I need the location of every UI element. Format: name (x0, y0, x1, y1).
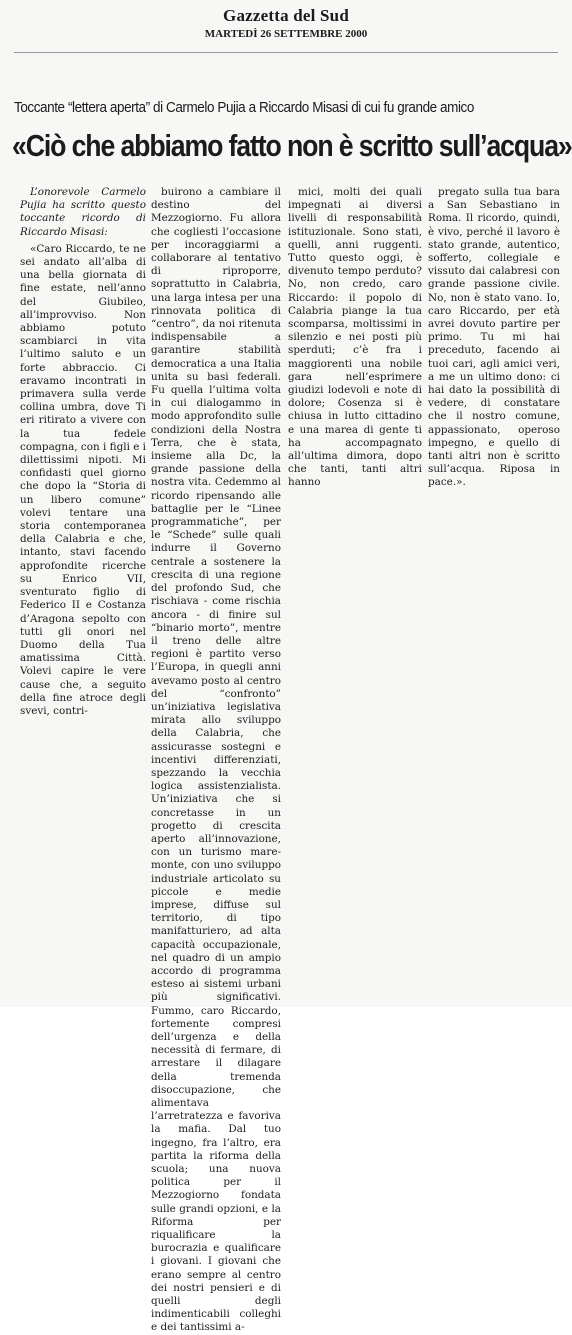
article-kicker: Toccante “lettera aperta” di Carmelo Pujia a Riccardo Misasi di cui fu grande amico (14, 100, 474, 116)
article-column-3 (288, 186, 422, 489)
column-4-text: pregato sulla tua bara a San Sebastiano in Roma. Il ricordo, quindi, è vivo, perché il lavoro è stato grande, autentico, sofferto, collegiale e vissuto dai calabresi con grande passione civile. No, non è stato vano. Io, caro Riccardo, per età avrei dovuto partire per primo. Tu mi hai preceduto, facendo ai tuoi cari, agli amici veri, a me un ultimo dono: ci hai dato la possibilità di vedere, di constatare che il nostro comune, appassionato, operoso impegno, e quello di tanti altri non è scritto sull’acqua. Riposa in pace.». (428, 186, 560, 489)
column-2-text: buirono a cambiare il destino del Mezzogiorno. Fu allora che cogliesti l’occasione per incoraggiarmi a collaborare al tentativo di riproporre, soprattutto in Calabria, una larga intesa per una rinnovata politica di “centro”, da noi ritenuta indispensabile a garantire stabilità democratica a una Italia unita su basi federali. Fu quella l’ultima volta in cui dialogammo in modo approfondito sulle condizioni della Nostra Terra, che è stata, insieme alla Dc, la grande passione della nostra vita. Cedemmo al ricordo ripensando alle battaglie per le “Linee programmatiche”, per le “Schede” sulle quali indurre il Governo centrale a sostenere la crescita di una regione del profondo Sud, che rischiava - come rischia ancora - di finire sul “binario morto”, mentre il treno delle altre regioni è partito verso l’Europa, in quegli anni avevamo posto al centro del “confronto” un’iniziativa legislativa mirata allo sviluppo della Calabria, che assicurasse sostegni e incentivi differenziati, spezzando la vecchia logica assistenzialista. Un’iniziativa che si concretasse in un progetto di crescita aperto all’innovazione, con un turismo mare-monte, con uno sviluppo industriale articolato su piccole e medie imprese, diffuse sul territorio, di tipo manifatturiero, ad alta capacità occupazionale, nel quadro di un ampio accordo di programma esteso ai sistemi urbani più significativi. Fummo, caro Riccardo, fortemente compresi dell’urgenza e della necessità di fermare, di arrestare il dilagare della tremenda disoccupazione, che alimentava l’arretratezza e favoriva la mafia. Dal tuo ingegno, fra l’altro, era partita la riforma della scuola; una nuova politica per il Mezzogiorno fondata sulle grandi opzioni, e la Riforma per riqualificare la burocrazia e qualificare i giovani. I giovani che erano sempre al centro dei nostri pensieri e di quelli degli indimenticabili colleghi e dei tantissimi a- (151, 186, 281, 1334)
publication-date: MARTEDÌ 26 SETTEMBRE 2000 (204, 28, 368, 40)
newspaper-name: Gazzetta del Sud (223, 6, 349, 25)
article-column-4 (428, 186, 560, 489)
article-body (20, 186, 560, 1334)
column-3-text: mici, molti dei quali impegnati ai diversi livelli di responsabilità istituzionale. Sono stati, quelli, anni ruggenti. Tutto questo oggi, è divenuto tempo perduto? No, non credo, caro Riccardo: il popolo di Calabria piange la tua scomparsa, moltissimi in silenzio e nei posti più sperduti; c’è fra i maggiorenti una nobile gara nell’esprimere giudizi lodevoli e note di dolore; Cosenza si è chiusa in lutto cittadino e una marea di gente ti ha accompagnato all’ultima dimora, dopo che tanti, tanti altri hanno (288, 186, 422, 489)
article-column-2 (151, 186, 281, 1334)
article-intro: L’onorevole Carmelo Pujia ha scritto questo toccante ricordo di Riccardo Misasi: (20, 186, 146, 238)
article-column-1 (20, 186, 146, 717)
column-1-text: «Caro Riccardo, te ne sei andato all’alba di una bella giornata di fine estate, nell’anno del Giubileo, all’improvviso. Non abbiamo potuto scambiarci in vita l’ultimo saluto e un forte abbraccio. Ci eravamo incontrati in primavera sulla verde collina umbra, dove Ti eri ritirato a vivere con la tua fedele compagna, con i figli e i dilettissimi nipoti. Mi confidasti quel giorno che dopo la “Storia di un libero comune” volevi tentare una storia contemporanea della Calabria e che, intanto, stavi facendo approfondite ricerche su Enrico VII, sventurato figlio di Federico II e Costanza d’Aragona sepolto con tutti gli onori nel Duomo della Tua amatissima Città. Volevi capire le vere cause che, a seguito della fine atroce degli svevi, contri- (20, 242, 146, 717)
masthead-rule (14, 52, 558, 53)
masthead (0, 6, 572, 40)
article-headline: «Ciò che abbiamo fatto non è scritto sull’acqua» (12, 128, 572, 163)
